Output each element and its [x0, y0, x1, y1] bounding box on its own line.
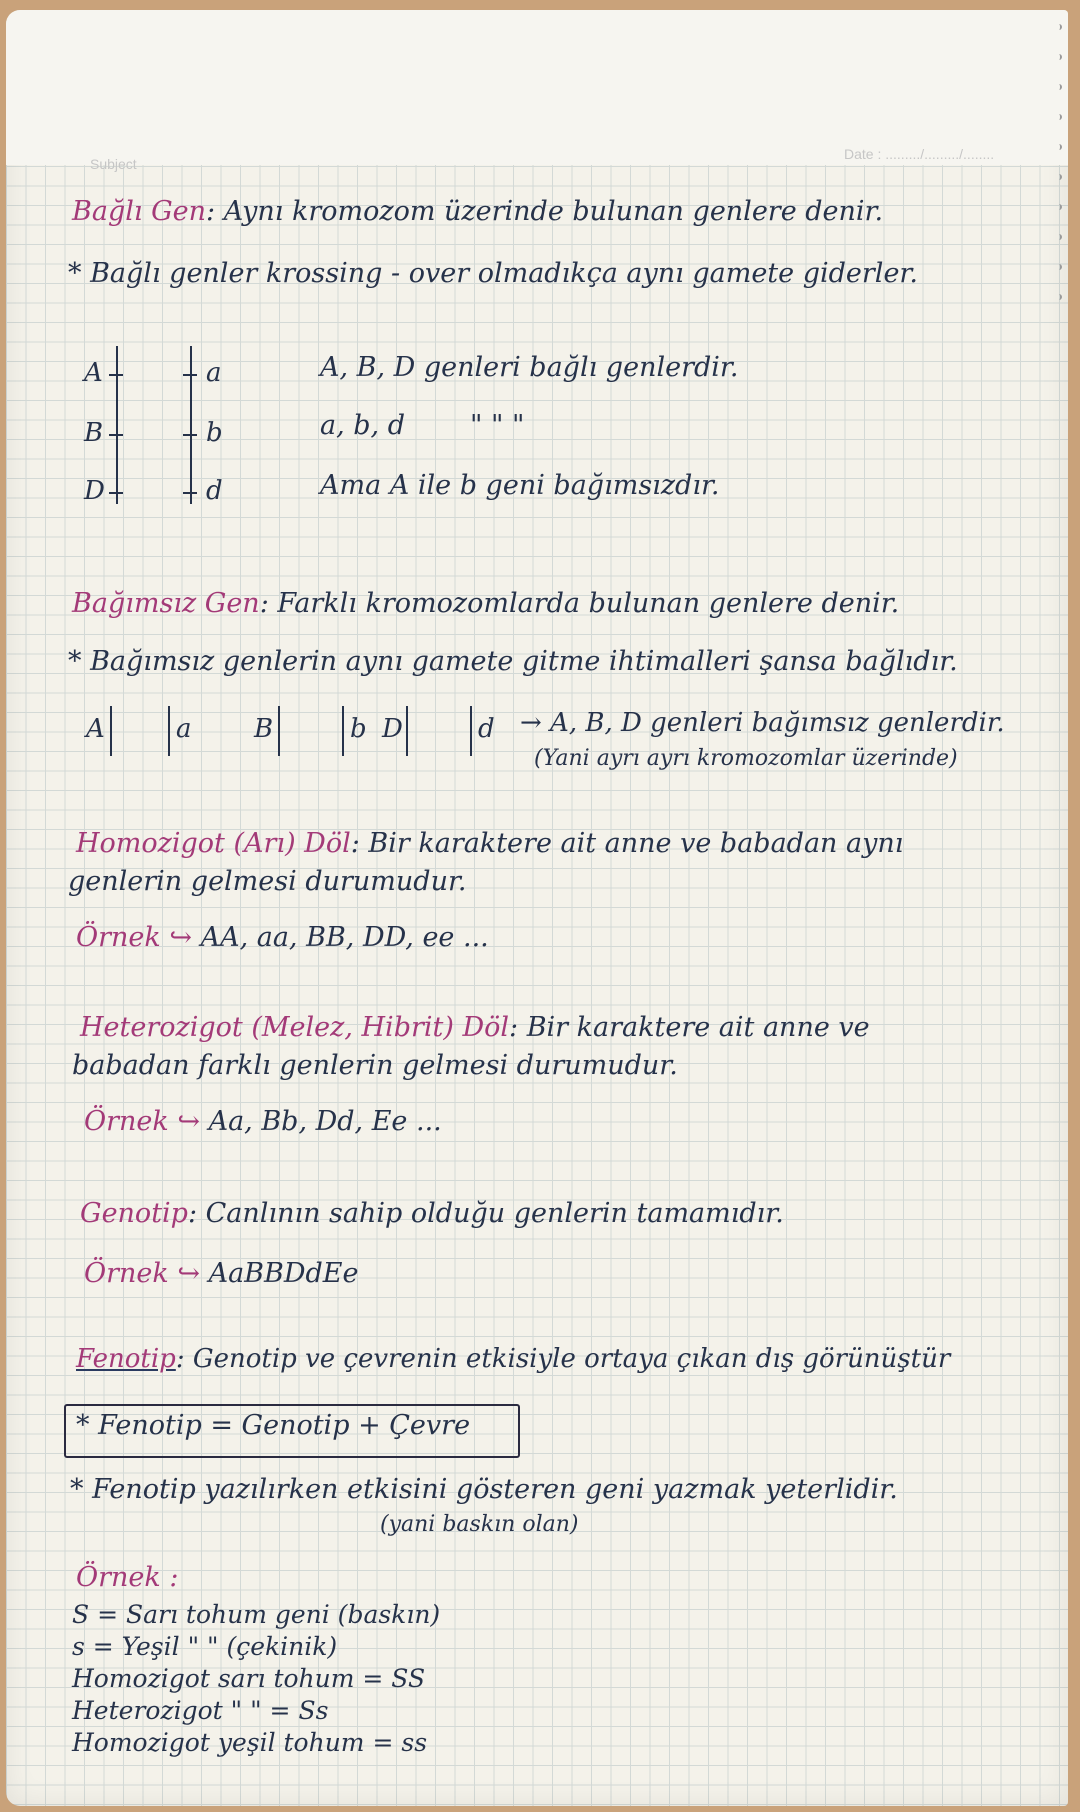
homozygous-example-label: Örnek ↪	[76, 922, 192, 953]
linked-gene-note: * Bağlı genler krossing - over olmadıkça aynı gamete giderler.	[68, 258, 918, 289]
indep-gene-b: b	[350, 714, 367, 744]
linked-line-2-genes: a, b, d	[320, 410, 405, 441]
phenotype-title: Fenotip	[76, 1344, 176, 1374]
subject-label: Subject	[90, 156, 137, 172]
phenotype-note-sub: (yani baskın olan)	[380, 1512, 579, 1537]
independent-line-2: (Yani ayrı ayrı kromozomlar üzerinde)	[534, 746, 958, 771]
page-header-band	[6, 10, 1068, 165]
notebook-page	[6, 10, 1068, 1806]
example-item-4: Heterozigot " " = Ss	[72, 1696, 329, 1725]
heterozygous-example-label: Örnek ↪	[84, 1106, 200, 1137]
gene-D: D	[84, 476, 105, 506]
linked-line-1: A, B, D genleri bağlı genlerdir.	[320, 352, 739, 383]
linked-gene-definition: : Aynı kromozom üzerinde bulunan genlere denir.	[206, 196, 884, 227]
indep-chrom-b	[342, 706, 344, 756]
phenotype-formula: * Fenotip = Genotip + Çevre	[76, 1410, 471, 1441]
gene-a: a	[206, 358, 222, 388]
heterozygous-heading	[80, 1012, 870, 1044]
homozygous-example-values: AA, aa, BB, DD, ee ...	[200, 922, 489, 953]
spiral-binding	[1050, 10, 1066, 1806]
genotype-title: Genotip	[80, 1198, 188, 1229]
genotype-example-label: Örnek ↪	[84, 1258, 200, 1289]
indep-gene-D: D	[382, 714, 403, 744]
linked-line-3: Ama A ile b geni bağımsızdır.	[320, 470, 720, 501]
date-label: Date : ........./........./........	[844, 146, 995, 162]
homozygous-definition: : Bir karaktere ait anne ve babadan aynı	[350, 828, 904, 859]
heterozygous-example	[84, 1106, 442, 1138]
phenotype-note: * Fenotip yazılırken etkisini gösteren geni yazmak yeterlidir.	[70, 1474, 898, 1505]
genotype-heading	[80, 1198, 784, 1230]
phenotype-definition: : Genotip ve çevrenin etkisiyle ortaya çıkan dış görünüştür	[175, 1344, 951, 1374]
indep-chrom-a	[168, 706, 170, 756]
linked-gene-title: Bağlı Gen	[72, 196, 207, 227]
phenotype-heading	[76, 1344, 950, 1375]
indep-gene-A: A	[86, 714, 105, 744]
indep-gene-a: a	[176, 714, 192, 744]
heterozygous-definition: : Bir karaktere ait anne ve	[509, 1012, 870, 1043]
linked-gene-heading	[72, 196, 883, 228]
indep-chrom-B	[278, 706, 280, 756]
example-item-5: Homozigot yeşil tohum = ss	[72, 1728, 428, 1757]
independent-gene-definition: : Farklı kromozomlarda bulunan genlere denir.	[259, 588, 900, 619]
chromosome-line-2	[190, 346, 192, 504]
independent-gene-title: Bağımsız Gen	[72, 588, 260, 619]
gene-b: b	[206, 418, 223, 448]
indep-chrom-A	[110, 706, 112, 756]
genotype-definition: : Canlının sahip olduğu genlerin tamamıdır.	[187, 1198, 784, 1229]
independent-line-1: → A, B, D genleri bağımsız genlerdir.	[520, 708, 1005, 738]
genotype-example-values: AaBBDdEe	[208, 1258, 359, 1289]
gene-A: A	[84, 358, 103, 388]
homozygous-title: Homozigot (Arı) Döl	[76, 828, 351, 859]
homozygous-heading	[76, 828, 903, 860]
heterozygous-example-values: Aa, Bb, Dd, Ee ...	[208, 1106, 442, 1137]
gene-B: B	[84, 418, 104, 448]
independent-gene-note: * Bağımsız genlerin aynı gamete gitme ihtimalleri şansa bağlıdır.	[68, 646, 958, 677]
genotype-example	[84, 1258, 358, 1290]
indep-chrom-D	[406, 706, 408, 756]
example-label: Örnek :	[76, 1562, 179, 1593]
gene-d: d	[206, 476, 223, 506]
heterozygous-definition-2: babadan farklı genlerin gelmesi durumudur.	[72, 1050, 678, 1081]
independent-gene-heading	[72, 588, 899, 620]
heterozygous-title: Heterozigot (Melez, Hibrit) Döl	[80, 1012, 510, 1043]
example-item-1: S = Sarı tohum geni (baskın)	[72, 1600, 441, 1629]
indep-gene-B: B	[254, 714, 274, 744]
example-item-2: s = Yeşil " " (çekinik)	[72, 1632, 338, 1661]
homozygous-definition-2: genlerin gelmesi durumudur.	[68, 866, 467, 897]
chromosome-line-1	[116, 346, 118, 504]
linked-line-2-ditto: " " "	[470, 410, 525, 441]
indep-gene-d: d	[478, 714, 495, 744]
homozygous-example	[76, 922, 489, 954]
indep-chrom-d	[470, 706, 472, 756]
example-item-3: Homozigot sarı tohum = SS	[72, 1664, 426, 1693]
